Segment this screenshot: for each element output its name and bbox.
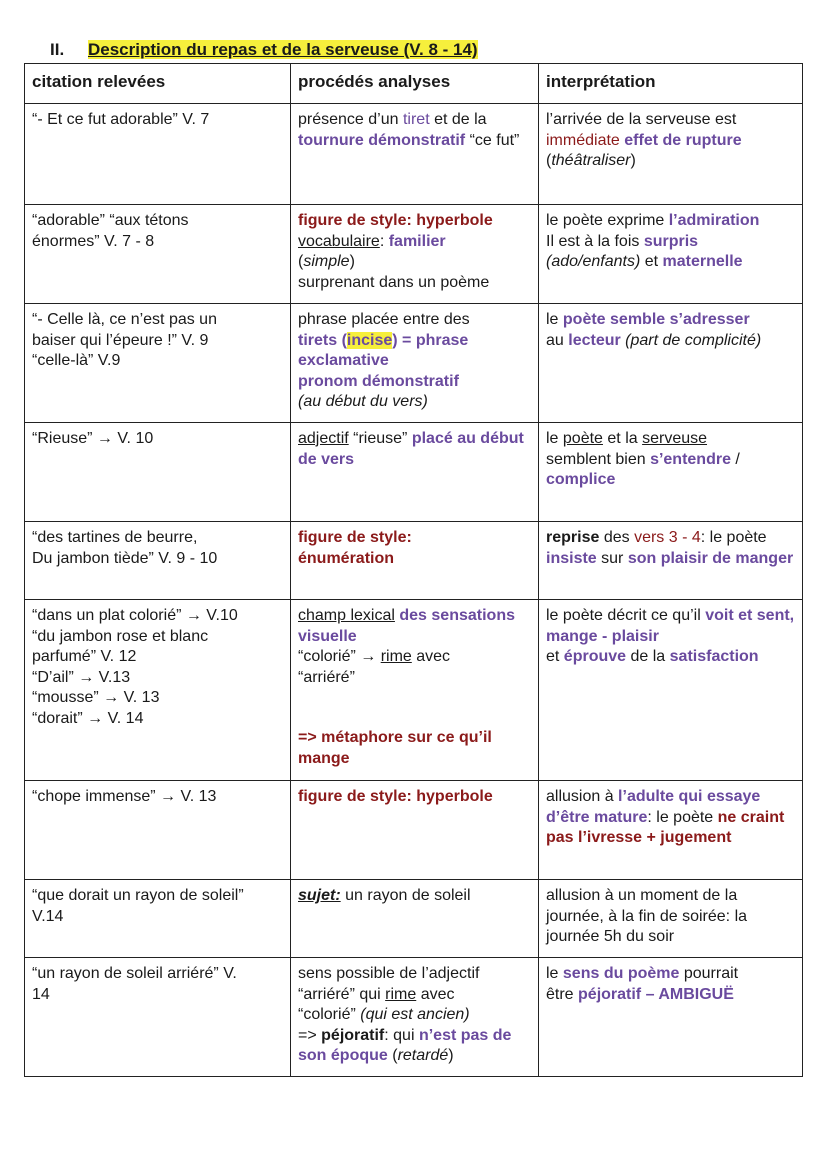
table-row <box>25 423 803 522</box>
citation-cell: “dans un plat colorié” → V.10 “du jambon rose et blanc parfumé” V. 12 “D’ail” → V.13 “mousse” → V. 13 “dorait” → V. 14 <box>25 600 291 781</box>
citation-cell: “des tartines de beurre, Du jambon tiède” V. 9 - 10 <box>25 522 291 600</box>
citation-cell: “que dorait un rayon de soleil” V.14 <box>25 880 291 958</box>
column-header-procedes: procédés analyses <box>291 64 539 104</box>
procede-cell: sens possible de l’adjectif “arriéré” qui rime avec “colorié” (qui est ancien) => péjoratif: qui n’est pas de son époque (retardé) <box>291 958 539 1077</box>
interpretation-cell: le poète décrit ce qu’il voit et sent, mange - plaisir et éprouve de la satisfaction <box>539 600 803 781</box>
column-header-interpretation: interprétation <box>539 64 803 104</box>
procede-cell: adjectif “rieuse” placé au début de vers <box>291 423 539 522</box>
table-header-row <box>25 64 803 104</box>
section-number: II. <box>50 40 65 59</box>
procede-cell: figure de style: hyperbole <box>291 781 539 880</box>
table-row <box>25 205 803 304</box>
procede-cell: figure de style: hyperbole vocabulaire: familier (simple) surprenant dans un poème <box>291 205 539 304</box>
section-heading <box>50 40 478 60</box>
procede-cell: phrase placée entre des tirets (incise) = phrase exclamative pronom démonstratif (au début du vers) <box>291 304 539 423</box>
citation-cell: “- Celle là, ce n’est pas un baiser qui l’épeure !” V. 9 “celle-là” V.9 <box>25 304 291 423</box>
table-row <box>25 958 803 1077</box>
column-header-citations: citation relevées <box>25 64 291 104</box>
procede-cell: sujet: un rayon de soleil <box>291 880 539 958</box>
citation-cell: “chope immense” → V. 13 <box>25 781 291 880</box>
interpretation-cell: allusion à un moment de la journée, à la fin de soirée: la journée 5h du soir <box>539 880 803 958</box>
interpretation-cell: allusion à l’adulte qui essaye d’être mature: le poète ne craint pas l’ivresse + jugement <box>539 781 803 880</box>
interpretation-cell: le poète semble s’adresser au lecteur (part de complicité) <box>539 304 803 423</box>
citation-cell: “un rayon de soleil arriéré” V. 14 <box>25 958 291 1077</box>
procede-cell: champ lexical des sensations visuelle “colorié” → rime avec “arriéré” => métaphore sur ce qu’il mange <box>291 600 539 781</box>
procede-cell: figure de style: énumération <box>291 522 539 600</box>
procede-cell: présence d’un tiret et de la tournure démonstratif “ce fut” <box>291 104 539 205</box>
table-row <box>25 304 803 423</box>
citation-cell: “Rieuse” → V. 10 <box>25 423 291 522</box>
table-row <box>25 880 803 958</box>
citation-cell: “adorable” “aux tétons énormes” V. 7 - 8 <box>25 205 291 304</box>
analysis-table <box>24 63 803 1077</box>
section-title: Description du repas et de la serveuse (V. 8 - 14) <box>88 40 478 59</box>
interpretation-cell: le sens du poème pourrait être péjoratif – AMBIGUË <box>539 958 803 1077</box>
table-row <box>25 781 803 880</box>
citation-cell: “- Et ce fut adorable” V. 7 <box>25 104 291 205</box>
interpretation-cell: le poète et la serveuse semblent bien s’entendre / complice <box>539 423 803 522</box>
interpretation-cell: l’arrivée de la serveuse est immédiate effet de rupture (théâtraliser) <box>539 104 803 205</box>
interpretation-cell: le poète exprime l’admiration Il est à la fois surpris (ado/enfants) et maternelle <box>539 205 803 304</box>
interpretation-cell: reprise des vers 3 - 4: le poète insiste sur son plaisir de manger <box>539 522 803 600</box>
table-row <box>25 600 803 781</box>
table-row <box>25 522 803 600</box>
table-row <box>25 104 803 205</box>
